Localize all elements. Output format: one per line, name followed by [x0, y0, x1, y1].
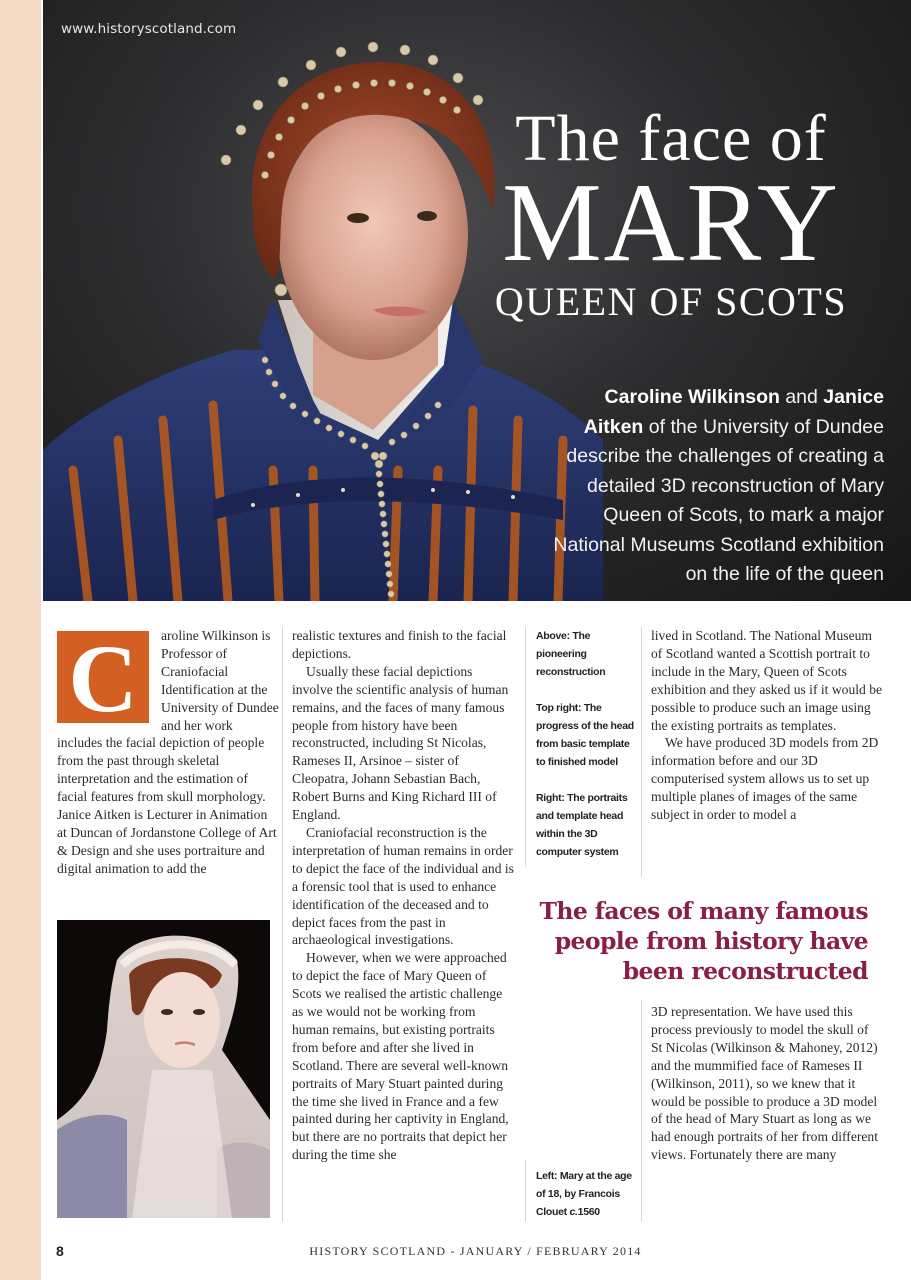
article-column-2	[292, 627, 514, 1164]
caption-circa: c.	[569, 1206, 578, 1218]
column-divider	[525, 627, 526, 867]
site-url: www.historyscotland.com	[61, 21, 237, 37]
portrait-illustration	[57, 920, 270, 1218]
drop-cap: C	[57, 631, 149, 723]
article-column-4	[651, 627, 883, 824]
clouet-portrait-image	[57, 920, 270, 1218]
title-line-2: MARY	[502, 161, 840, 285]
caption-above: Above: The pioneering reconstruction	[536, 630, 606, 678]
title-line-3: QUEEN OF SCOTS	[494, 279, 848, 324]
magazine-footer: HISTORY SCOTLAND - JANUARY / FEBRUARY 2014	[309, 1244, 642, 1258]
article-column-1	[57, 627, 279, 878]
paragraph: Usually these facial depictions involve the scientific analysis of human remains, and the faces of many famous people from history have been reconstructed, including St Nicolas, Rameses II, Arsinoe – sister of Cleopatra, Johann Sebastian Bach, Robert Burns and King Richard III of England.	[292, 663, 509, 823]
column-divider	[641, 1000, 642, 1222]
page-number: 8	[56, 1243, 64, 1259]
caption-year: 1560	[577, 1206, 600, 1218]
paragraph: 3D representation. We have used this process previously to model the skull of St Nicolas (Wilkinson & Mahoney, 2012) and the mummified face of Rameses II (Wilkinson, 2011), so we knew that it would be possible to produce a 3D model of the head of Mary Stuart as long as we had enough portraits of her from different views. Fortunately there are many	[651, 1004, 878, 1163]
caption-left	[536, 1167, 636, 1221]
author-1: Caroline Wilkinson	[604, 386, 780, 408]
page-margin-strip	[0, 0, 41, 1280]
paragraph: However, when we were approached to depict the face of Mary Queen of Scots we realised the artistic challenge as we would not be working from human remains, but existing portraits from before and after she lived in Scotland. There are several well-known portraits of Mary Stuart painted during the time she lived in France and a few painted during her captivity in England, but there are no portraits that depict her during the time she	[292, 950, 509, 1163]
paragraph: realistic textures and finish to the facial depictions.	[292, 628, 507, 661]
column-divider	[282, 627, 283, 1222]
column-divider	[525, 1160, 526, 1222]
article-column-4-continued	[651, 1003, 883, 1164]
column-divider	[641, 627, 642, 877]
article-title	[471, 103, 871, 325]
standfirst	[544, 383, 884, 590]
image-captions	[536, 627, 636, 879]
caption-right: Right: The portraits and template head within the 3D computer system	[536, 792, 628, 858]
standfirst-and: and	[779, 386, 824, 408]
caption-top-right: Top right: The progress of the head from basic template to finished model	[536, 702, 634, 768]
standfirst-text: of the University of Dundee describe the challenges of creating a detailed 3D reconstruction of Mary Queen of Scots, to mark a major National Museums Scotland exhibition on the life of the queen	[553, 415, 884, 585]
title-line-1: The face of	[515, 102, 827, 175]
paragraph: lived in Scotland. The National Museum of Scotland wanted a Scottish portrait to include in the Mary, Queen of Scots exhibition and they asked us if it would be possible to produce such an image using the existing portraits as templates.	[651, 628, 883, 733]
hero-banner	[43, 0, 911, 601]
paragraph: aroline Wilkinson is Professor of Craniofacial Identification at the University of Dundee and her work includes the facial depiction of people from the past through skeletal interpretation and the estimation of facial features from skull morphology. Janice Aitken is Lecturer in Animation at Duncan of Jordanstone College of Art & Design and she uses portraiture and digital animation to add the	[57, 628, 279, 876]
caption-left-text: Left: Mary at the age of 18, by Francois Clouet	[536, 1170, 632, 1218]
paragraph: We have produced 3D models from 2D information before and our 3D computerised system allows us to set up multiple planes of images of the same subject in order to model a	[651, 735, 879, 823]
pull-quote: The faces of many famous people from history have been reconstructed	[539, 897, 868, 985]
author-2: Janice Aitken	[583, 386, 884, 438]
paragraph: Craniofacial reconstruction is the interpretation of human remains in order to depict the face of the individual and is a forensic tool that is used to enhance identification of the deceased and to depict faces from the past in archaeological investigations.	[292, 824, 514, 948]
